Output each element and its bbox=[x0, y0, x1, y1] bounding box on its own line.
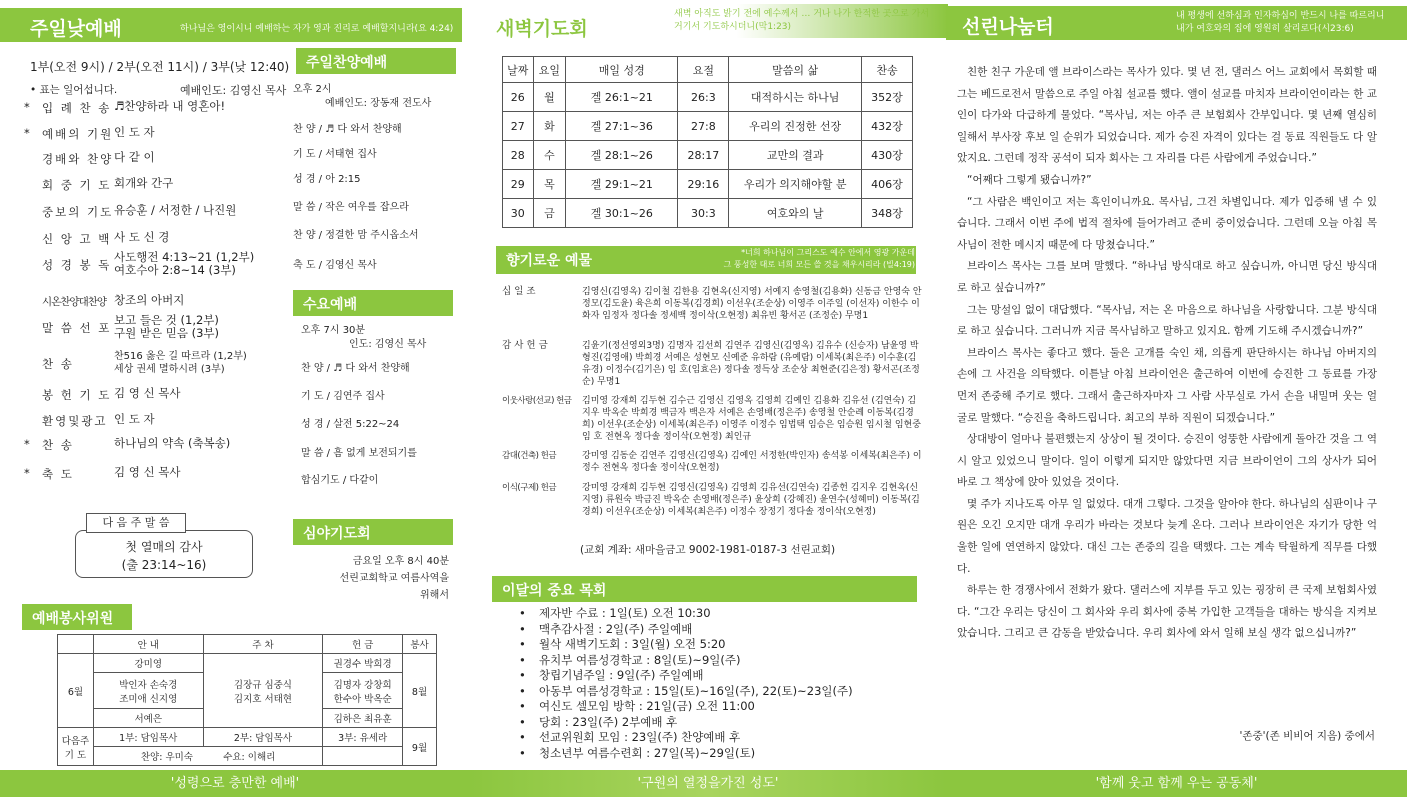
news-item: • 청소년부 여름수련회 : 27일(목)~29일(토) bbox=[519, 745, 919, 761]
order-value bbox=[114, 126, 155, 139]
dawn-cell: 우리가 의지해야할 분 bbox=[729, 170, 862, 199]
order-value bbox=[114, 100, 225, 113]
dawn-cell: 목 bbox=[533, 170, 566, 199]
order-value-line: 하나님의 약속 (축복송) bbox=[114, 436, 231, 450]
dawn-cell: 26 bbox=[503, 83, 534, 112]
order-value-line: 찬516 옳은 길 따르라 (1,2부) bbox=[114, 351, 247, 362]
story-paragraph: 몇 주가 지나도록 아무 일 없었다. 대개 그렇다. 그것을 알아야 한다. 하나님의 심판이나 구원은 오긴 오지만 대개 우리가 바라는 것보다 늦게 온다. 그러나 브라이언은 자기가 당한 억울한 일에 연연하지 않았다. 대신 그는 존중의 길을 택했다. 그는 계속 탁월하게 직무를 다했다. bbox=[957, 497, 1377, 575]
stand-mark: * bbox=[24, 466, 30, 480]
dawn-row bbox=[503, 199, 913, 228]
dawn-row bbox=[503, 112, 913, 141]
order-value bbox=[114, 251, 254, 277]
wed-item-3: 말 씀 / 흠 없게 보전되기를 bbox=[301, 448, 417, 459]
next-word-label: 다 음 주 말 씀 bbox=[86, 513, 186, 533]
order-label: 찬 송 bbox=[42, 438, 74, 452]
footer-left: '성령으로 충만한 예배' bbox=[0, 770, 470, 797]
order-value bbox=[114, 387, 181, 400]
dawn-cell: 월 bbox=[533, 83, 566, 112]
serv-guide4: 서예은 bbox=[93, 709, 203, 728]
dawn-cell: 겔 26:1~21 bbox=[566, 83, 678, 112]
next-word-title: 첫 열매의 감사 bbox=[125, 540, 203, 554]
serv-off4: 김하은 최유훈 bbox=[323, 709, 403, 728]
order-label: 축 도 bbox=[42, 467, 74, 481]
order-value bbox=[114, 437, 230, 450]
wed-item-0: 찬 양 / ♬ 다 와서 찬양해 bbox=[301, 363, 410, 374]
offering-names: 김미영 강재희 김두현 김수근 김영신 김영옥 김영희 김예인 김용화 김유선 (김연숙) 김지우 박옥순 박희경 백금자 백은자 서예은 손영배(정은주) 송영철 안순례 이동복(김경희) 이선우(조순상) 이세복(최은주) 이영주 이정수 임법택 임승은 임승원 임시철 임현중 임 호 전현옥 정다솔 정이삭(오현정) 최인규 bbox=[582, 396, 921, 442]
serv-h-guide: 안 내 bbox=[93, 635, 203, 654]
order-value bbox=[114, 413, 155, 426]
order-value-line: 인 도 자 bbox=[114, 125, 155, 139]
praise-item-3: 말 씀 / 작은 여우를 잡으라 bbox=[293, 202, 409, 213]
order-label: 시온찬양대찬양 bbox=[42, 296, 107, 308]
serv-h-parking: 주 차 bbox=[203, 635, 323, 654]
stand-mark: * bbox=[24, 437, 30, 451]
news-item: • 당회 : 23일(주) 2부예배 후 bbox=[519, 714, 919, 730]
praise-block bbox=[293, 80, 463, 280]
order-label: 신 앙 고 백 bbox=[42, 232, 112, 246]
offering-label: 십 일 조 bbox=[502, 286, 536, 297]
dawn-cell: 교만의 결과 bbox=[729, 141, 862, 170]
order-label: 입 례 찬 송 bbox=[42, 101, 112, 115]
order-label: 찬 송 bbox=[42, 357, 74, 371]
serv-next-label: 다음주 기 도 bbox=[58, 728, 94, 766]
news-item: • 맥추감사절 : 2일(주) 주일예배 bbox=[519, 621, 919, 637]
news-item: • 창립기념주일 : 9일(주) 주일예배 bbox=[519, 667, 919, 683]
serv-month: 6월 bbox=[58, 654, 94, 728]
serv-serve2: 9월 bbox=[403, 728, 437, 766]
offering-names: 강미영 강재희 김두현 김영신(김영옥) 김영희 김유선(김연숙) 김종헌 김지우 김현옥(신지영) 류원숙 박금진 박옥순 손영배(정은주) 윤상희 (강혜진) 윤연수(성혜미) 이동복(김경희) 이선우(조순상) 이세복(최은주) 이정수 장정기 정다솔 정이삭(오현정) bbox=[582, 483, 920, 517]
dawn-cell: 27 bbox=[503, 112, 534, 141]
dawn-cell: 27:8 bbox=[678, 112, 729, 141]
offering-title: 향기로운 예물 bbox=[496, 246, 916, 274]
order-label: 중보의 기도 bbox=[42, 205, 114, 219]
news-item: • 선교위원회 모임 : 23일(주) 찬양예배 후 bbox=[519, 729, 919, 745]
serv-guide1: 강미영 bbox=[93, 654, 203, 673]
dawn-cell: 28:17 bbox=[678, 141, 729, 170]
serv-parking1: 김장규 심중식 bbox=[233, 679, 292, 691]
dawn-verse1: 새벽 아직도 밝기 전에 예수께서 … 거나 나가 한적한 곳으로 가서 bbox=[674, 9, 929, 19]
dawn-verse2: 거기서 기도하시더니(막1:23) bbox=[674, 22, 792, 32]
praise-item-0: 찬 양 / ♬ 다 와서 찬양해 bbox=[293, 124, 402, 135]
wed-item-4: 합심기도 / 다같이 bbox=[301, 475, 379, 486]
order-label: 회 중 기 도 bbox=[42, 178, 112, 192]
offering-names: 강미영 김동순 김연주 김영신(김영옥) 김예인 서정한(박인자) 송석봉 이세복(최은주) 이정수 전현옥 정다솔 정이삭(오현정) bbox=[582, 451, 922, 473]
order-label: 경배와 찬양 bbox=[42, 152, 114, 166]
story-body bbox=[957, 62, 1377, 645]
dawn-cell: 406장 bbox=[861, 170, 912, 199]
praise-item-5: 축 도 / 김영신 목사 bbox=[293, 260, 377, 271]
praise-item-4: 찬 양 / 정결한 맘 주시옵소서 bbox=[293, 230, 419, 241]
night-block bbox=[293, 552, 463, 602]
order-value-line: 창조의 아버지 bbox=[114, 293, 185, 307]
night-line1: 금요일 오후 8시 40분 bbox=[352, 556, 449, 567]
next-word-ref: (출 23:14~16) bbox=[121, 558, 207, 572]
story-paragraph: 브라이스 목사는 좋다고 했다. 둘은 고개를 숙인 채, 의롭게 판단하시는 하나님 아버지의 손에 그 사건을 의탁했다. 이튿날 아침 브라이언은 출근하여 이번에 승진한 그 동료를 가장 먼저 존중해 주기로 했다. 그래서 출근하자마자 그 사람 사무실로 가서 손을 내밀며 웃는 얼굴로 말했다. “승진을 축하드립니다. 최고의 부하 직원이 되겠습니다.” bbox=[957, 346, 1377, 424]
offering-label: 감대(건축) 헌금 bbox=[502, 451, 557, 461]
sunday-verse: 하나님은 영이시니 예배하는 자가 영과 진리로 예배할지니라(요 4:24) bbox=[180, 24, 454, 34]
dawn-cell: 금 bbox=[533, 199, 566, 228]
wed-item-2: 성 경 / 살전 5:22~24 bbox=[301, 419, 400, 430]
order-value-line: 여호수아 2:8~14 (3부) bbox=[114, 263, 236, 277]
offering-label: 이식(구제) 헌금 bbox=[502, 483, 557, 493]
order-value-line: 구원 받은 믿음 (3부) bbox=[114, 326, 220, 340]
dawn-row bbox=[503, 141, 913, 170]
dawn-table bbox=[502, 56, 913, 228]
order-value-line: 세상 권세 멸하시려 (3부) bbox=[114, 364, 225, 375]
dawn-cell: 수 bbox=[533, 141, 566, 170]
dawn-cell: 348장 bbox=[861, 199, 912, 228]
dawn-cell: 우리의 진정한 선장 bbox=[729, 112, 862, 141]
dawn-cell: 28 bbox=[503, 141, 534, 170]
order-value-line: 보고 들은 것 (1,2부) bbox=[114, 313, 219, 327]
news-item: • 유치부 여름성경학교 : 8일(토)~9일(주) bbox=[519, 652, 919, 668]
serv-serve1: 8월 bbox=[403, 654, 437, 728]
serv-off2: 김명자 강창희 bbox=[333, 679, 392, 691]
dawn-cell: 352장 bbox=[861, 83, 912, 112]
night-title: 심야기도회 bbox=[293, 519, 453, 545]
story-paragraph: “그 사람은 백인이고 저는 흑인이니까요. 목사님, 그건 차별입니다. 제가 입증해 낼 수 있습니다. 그래서 이번 주에 법적 절차에 들어가려고 준비 중이었습니다. 그런데 오늘 아침 목사님이 전한 메시지 때문에 다 망쳤습니다.” bbox=[957, 195, 1377, 251]
order-value-line: 다 같 이 bbox=[114, 150, 155, 164]
story-paragraph: 상대방이 얼마나 불편했는지 상상이 될 것이다. 승진이 엉뚱한 사람에게 돌아간 것을 그 역시 알고 있었으니 말이다. 일이 이렇게 되지만 않았다면 지금 브라이언이 그의 상사가 되어 바로 그 책상에 앉아 있었을 것이다. bbox=[957, 433, 1377, 489]
order-value-line: 인 도 자 bbox=[114, 412, 155, 426]
order-value-line: 회개와 간구 bbox=[114, 176, 174, 190]
praise-time: 오후 2시 bbox=[293, 84, 332, 95]
serv-p3: 3부: 유세라 bbox=[323, 728, 403, 747]
praise-leader: 예배인도: 장동재 전도사 bbox=[325, 98, 432, 109]
order-label: 환영및광고 bbox=[42, 414, 108, 428]
news-title: 이달의 중요 목회 bbox=[492, 576, 917, 602]
offering-verse1: *너희 하나님이 그리스도 예수 안에서 영광 가운데 bbox=[741, 248, 915, 257]
dawn-cell: 겔 30:1~26 bbox=[566, 199, 678, 228]
night-line2: 선린교회학교 여름사역을 bbox=[339, 573, 449, 584]
story-source: '존중'(존 비비어 지음) 중에서 bbox=[1239, 730, 1375, 742]
order-label: 말 씀 선 포 bbox=[42, 321, 112, 335]
order-value bbox=[114, 350, 247, 376]
dawn-header-cell: 찬송 bbox=[861, 57, 912, 83]
dawn-cell: 430장 bbox=[861, 141, 912, 170]
dawn-cell: 432장 bbox=[861, 112, 912, 141]
order-list bbox=[24, 100, 294, 500]
dawn-cell: 겔 28:1~26 bbox=[566, 141, 678, 170]
serv-praise: 찬양: 우미숙 bbox=[140, 752, 193, 763]
footer-right: '함께 웃고 함께 우는 공동체' bbox=[946, 770, 1407, 797]
dawn-header-cell: 매일 성경 bbox=[566, 57, 678, 83]
wed-leader: 인도: 김영신 목사 bbox=[349, 339, 427, 350]
offering-account: (교회 계좌: 새마을금고 9002-1981-0187-3 선린교회) bbox=[580, 544, 836, 556]
serv-off3: 한수아 박옥순 bbox=[333, 693, 392, 705]
order-value-line: 김 영 신 목사 bbox=[114, 386, 181, 400]
order-value bbox=[114, 231, 169, 244]
news-item: • 제자반 수료 : 1일(토) 오전 10:30 bbox=[519, 605, 919, 621]
offering-names: 김영신(김영옥) 김이철 김한용 김현옥(신지영) 서예지 송영철(김용화) 신동금 안영숙 안정모(김도윤) 육은희 이동복(김경희) 이선우(조순상) 이영주 이주일 (이선자) 이한수 이화자 임정자 정다솔 정세백 정이삭(오현정) 최유빈 황서곤 (조정순) 무명1 bbox=[582, 287, 922, 321]
dawn-cell: 겔 29:1~21 bbox=[566, 170, 678, 199]
order-value-line: 유승훈 / 서정한 / 나진원 bbox=[114, 203, 237, 217]
story-paragraph: 브라이스 목사는 그를 보며 말했다. “하나님 방식대로 하고 싶습니까, 아니면 당신 방식대로 하고 싶습니까?” bbox=[957, 260, 1377, 294]
story-paragraph: 하루는 한 경쟁사에서 전화가 왔다. 댈러스에 지부를 두고 있는 굉장히 큰 국제 보험회사였다. “그간 우리는 당신이 그 회사와 우리 회사에 중복 가입한 고객들을 대하는 방식을 지켜보았습니다. 그리고 큰 감동을 받았습니다. 우리 회사에 와서 일해 보실 생각 없으십니까?” bbox=[957, 584, 1377, 640]
offering-label: 감 사 헌 금 bbox=[502, 340, 548, 351]
serv-guide3: 조미애 신지영 bbox=[119, 693, 178, 705]
order-value-line: 김 영 신 목사 bbox=[114, 465, 181, 479]
news-list bbox=[519, 605, 919, 760]
sunday-header bbox=[0, 8, 462, 42]
praise-item-2: 성 경 / 아 2:15 bbox=[293, 174, 361, 185]
order-value-line: ♬찬양하라 내 영혼아! bbox=[114, 99, 226, 113]
sunday-title: 주일낮예배 bbox=[30, 18, 122, 40]
dawn-header-cell: 날짜 bbox=[503, 57, 534, 83]
dawn-row bbox=[503, 170, 913, 199]
order-label: 봉 헌 기 도 bbox=[42, 388, 112, 402]
dawn-row bbox=[503, 83, 913, 112]
story-paragraph: 그는 망설임 없이 대답했다. “목사님, 저는 온 마음으로 하나님을 사랑합니다. 그분 방식대로 하고 싶습니다. 그러니까 지금 목사님하고 말하고 있지요. 함께 기도해 주시겠습니까?” bbox=[957, 303, 1377, 338]
offering-label: 이웃사랑(선교) 헌금 bbox=[502, 396, 572, 406]
sunday-times: 1부(오전 9시) / 2부(오전 11시) / 3부(낮 12:40) bbox=[30, 60, 290, 74]
news-item: • 여신도 셀모임 방학 : 21일(금) 오전 11:00 bbox=[519, 698, 919, 714]
dawn-header-cell: 요절 bbox=[678, 57, 729, 83]
order-value-line: 사 도 신 경 bbox=[114, 230, 170, 244]
praise-title: 주일찬양예배 bbox=[296, 48, 456, 74]
leader-note: 예배인도: 김영신 목사 bbox=[180, 84, 287, 97]
serv-p1: 1부: 담임목사 bbox=[93, 728, 203, 747]
dawn-header-cell: 말씀의 삶 bbox=[729, 57, 862, 83]
footer-mid: '구원의 열정을가진 성도' bbox=[470, 770, 946, 797]
offering-verse2: 그 풍성한 대로 너희 모든 쓸 것을 채우시리라 (빌4:19) bbox=[723, 260, 915, 269]
sharing-header bbox=[946, 6, 1407, 40]
service-committee-table bbox=[57, 634, 437, 766]
dawn-header-cell: 요일 bbox=[533, 57, 566, 83]
stand-note: • 표는 일어섭니다. bbox=[30, 84, 118, 96]
serv-off1: 권경수 박희경 bbox=[323, 654, 403, 673]
dawn-cell: 여호와의 날 bbox=[729, 199, 862, 228]
order-value bbox=[114, 177, 173, 190]
dawn-title: 새벽기도회 bbox=[496, 18, 588, 40]
order-label: 성 경 봉 독 bbox=[42, 258, 112, 272]
wed-time: 오후 7시 30분 bbox=[301, 325, 366, 336]
story-paragraph: 친한 친구 가운데 앨 브라이스라는 목사가 있다. 몇 년 전, 댈러스 어느 교회에서 목회할 때 그는 베드로전서 말씀으로 주일 아침 설교를 했다. 앨이 설교를 마치자 브라이언이라는 한 교인이 다가와 다급하게 물었다. “목사님, 저는 아주 큰 보험회사 간부입니다. 몇 년째 열심히 일해서 부사장 후보 일 순위가 되었습니다. 제가 승진 자격이 있다는 걸 동료 직원들도 다 알았지요. 그런데 정작 공석이 되자 회사는 그 자리를 다른 사람에게 주었습니다.” bbox=[957, 66, 1377, 165]
wednesday-title: 수요예배 bbox=[293, 290, 453, 316]
serv-h-serve: 봉사 bbox=[403, 635, 437, 654]
wed-item-1: 기 도 / 김연주 집사 bbox=[301, 391, 385, 402]
dawn-cell: 29 bbox=[503, 170, 534, 199]
service-committee-title: 예배봉사위원 bbox=[22, 604, 132, 630]
dawn-cell: 화 bbox=[533, 112, 566, 141]
night-line3: 위해서 bbox=[420, 590, 449, 601]
serv-wed: 수요: 이해리 bbox=[223, 752, 276, 763]
stand-mark: * bbox=[24, 100, 30, 114]
wednesday-block bbox=[293, 321, 463, 491]
order-value bbox=[114, 466, 181, 479]
story-paragraph: “어째다 그렇게 됐습니까?” bbox=[967, 173, 1092, 186]
sharing-verse2: 내가 여호와의 집에 영원히 살리로다(시23:6) bbox=[1176, 24, 1354, 34]
offering-names: 김윤기(정선영외3명) 김명자 김선희 김연주 김영신(김영옥) 김유수 (신승자) 남윤영 박형진(김영애) 박희경 서예은 성현모 신예준 유하람 (유예람) 이세복(최은주) 이수훈(김유경) 이정수(김기은) 임 호(임효은) 정다솔 정득상 조순상 최현준(김은정) 황서곤(조정순) 무명1 bbox=[582, 341, 920, 387]
dawn-cell: 30 bbox=[503, 199, 534, 228]
sharing-title: 선린나눔터 bbox=[962, 16, 1054, 38]
order-value-line: 사도행전 4:13~21 (1,2부) bbox=[114, 250, 255, 264]
serv-parking2: 김지호 서태현 bbox=[233, 693, 292, 705]
dawn-cell: 30:3 bbox=[678, 199, 729, 228]
serv-h-offering: 헌 금 bbox=[323, 635, 403, 654]
order-value bbox=[114, 294, 184, 307]
order-value bbox=[114, 314, 219, 340]
praise-item-1: 기 도 / 서태현 집사 bbox=[293, 149, 377, 160]
dawn-cell: 26:3 bbox=[678, 83, 729, 112]
sharing-verse1: 내 평생에 선하심과 인자하심이 반드시 나를 따르리니 bbox=[1176, 11, 1385, 21]
order-value bbox=[114, 151, 155, 164]
dawn-cell: 겔 27:1~36 bbox=[566, 112, 678, 141]
dawn-cell: 대적하시는 하나님 bbox=[729, 83, 862, 112]
order-label: 예배의 기원 bbox=[42, 127, 114, 141]
news-item: • 월삭 새벽기도회 : 3일(월) 오전 5:20 bbox=[519, 636, 919, 652]
dawn-header bbox=[478, 4, 948, 38]
order-value bbox=[114, 204, 236, 217]
dawn-cell: 29:16 bbox=[678, 170, 729, 199]
news-item: • 아동부 여름성경학교 : 15일(토)~16일(주), 22(토)~23일(주) bbox=[519, 683, 919, 699]
stand-mark: * bbox=[24, 126, 30, 140]
serv-p2: 2부: 담임목사 bbox=[203, 728, 323, 747]
serv-guide2: 박인자 손숙경 bbox=[119, 679, 178, 691]
